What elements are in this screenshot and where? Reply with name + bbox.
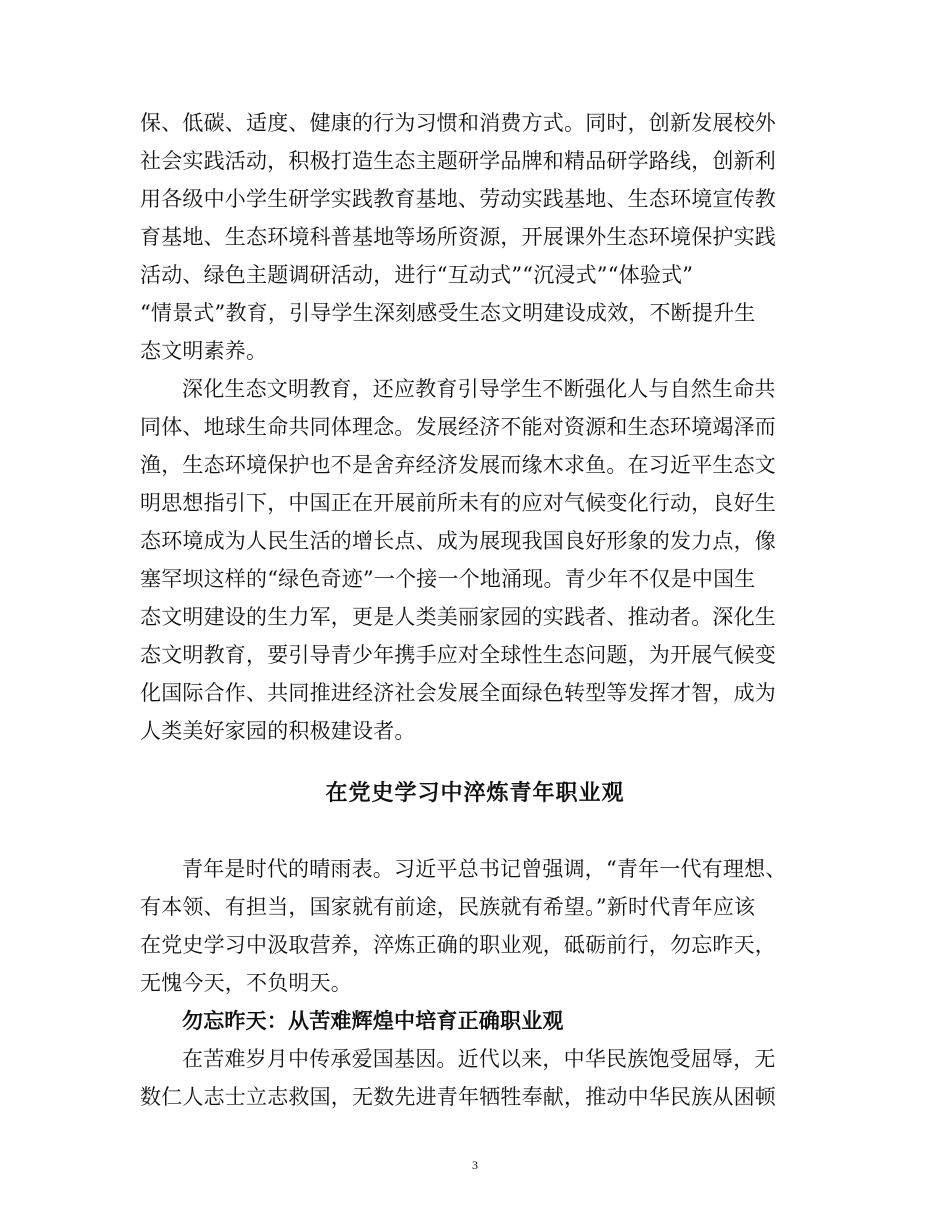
- text-line: 态文明素养。: [140, 339, 268, 363]
- text-line: 数仁人志士立志救国，无数先进青年牺牲奉献，推动中华民族从困顿: [140, 1085, 776, 1109]
- text-line: 育基地、生态环境科普基地等场所资源，开展课外生态环境保护实践: [140, 225, 776, 249]
- page-number: 3: [472, 1158, 478, 1172]
- text-line: 青年是时代的晴雨表。习近平总书记曾强调，“青年一代有理想、: [182, 857, 787, 881]
- paragraph-ecology-practice: [140, 104, 810, 370]
- spacer: [140, 812, 810, 850]
- text-line: 化国际合作、共同推进经济社会发展全面绿色转型等发挥才智，成为: [140, 681, 776, 705]
- paragraph-ecology-community: [140, 370, 810, 750]
- spacer: [140, 750, 810, 774]
- text-line: 明思想指引下，中国正在开展前所未有的应对气候变化行动，良好生: [140, 491, 776, 515]
- text-line: 保、低碳、适度、健康的行为习惯和消费方式。同时，创新发展校外: [140, 111, 776, 135]
- text-line: 用各级中小学生研学实践教育基地、劳动实践基地、生态环境宣传教: [140, 187, 776, 211]
- text-line: 社会实践活动，积极打造生态主题研学品牌和精品研学路线，创新利: [140, 149, 776, 173]
- text-line: 同体、地球生命共同体理念。发展经济不能对资源和生态环境竭泽而: [140, 415, 776, 439]
- subheading: 勿忘昨天：从苦难辉煌中培育正确职业观: [182, 1008, 564, 1033]
- text-line: 渔，生态环境保护也不是舍弃经济发展而缘木求鱼。在习近平生态文: [140, 453, 776, 477]
- text-line: 深化生态文明教育，还应教育引导学生不断强化人与自然生命共: [182, 377, 776, 401]
- page-content: [140, 104, 810, 1116]
- text-line: “情景式”教育，引导学生深刻感受生态文明建设成效，不断提升生: [140, 301, 756, 325]
- text-line: 有本领、有担当，国家就有前途，民族就有希望。”新时代青年应该: [140, 895, 756, 919]
- section-title: 在党史学习中淬炼青年职业观: [325, 780, 625, 806]
- text-line: 态文明建设的生力军，更是人类美丽家园的实践者、推动者。深化生: [140, 605, 776, 629]
- text-line: 无愧今天，不负明天。: [140, 971, 352, 995]
- text-line: 态环境成为人民生活的增长点、成为展现我国良好形象的发力点，像: [140, 529, 776, 553]
- text-line: 在党史学习中汲取营养，淬炼正确的职业观，砥砺前行，勿忘昨天，: [140, 933, 776, 957]
- text-line: 人类美好家园的积极建设者。: [140, 719, 416, 743]
- text-line: 态文明教育，要引导青少年携手应对全球性生态问题，为开展气候变: [140, 643, 776, 667]
- paragraph-youth-intro: [140, 850, 810, 1002]
- text-line: 在苦难岁月中传承爱国基因。近代以来，中华民族饱受屈辱，无: [182, 1047, 776, 1071]
- text-line: 塞罕坝这样的“绿色奇迹”一个接一个地涌现。青少年不仅是中国生: [140, 567, 756, 591]
- text-line: 活动、绿色主题调研活动，进行“互动式”“沉浸式”“体验式”: [140, 263, 694, 287]
- paragraph-patriotism: [140, 1040, 810, 1116]
